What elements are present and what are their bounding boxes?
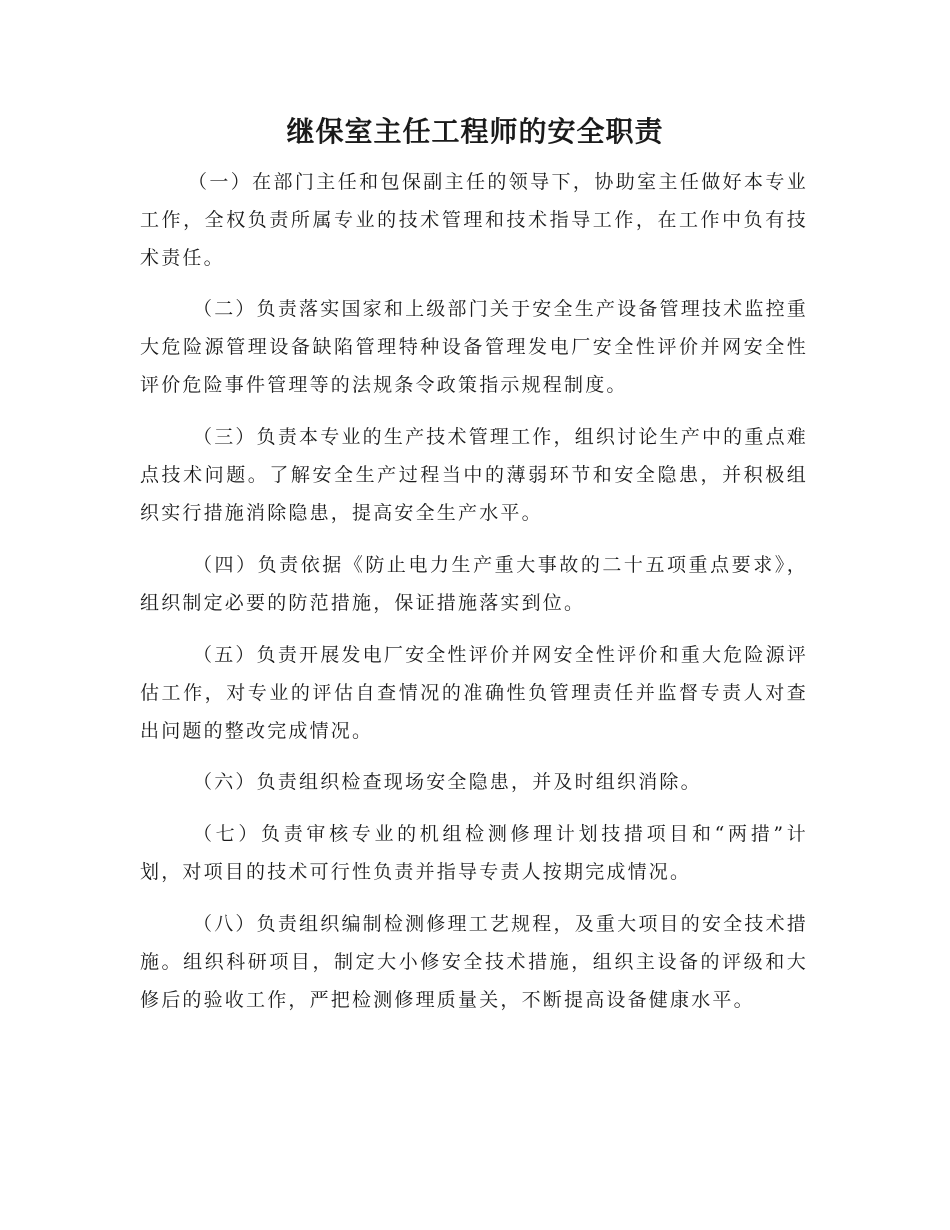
paragraph-1: （一）在部门主任和包保副主任的领导下，协助室主任做好本专业工作，全权负责所属专业的技术管理和技术指导工作，在工作中负有技术责任。 <box>140 171 808 269</box>
paragraph-4: （四）负责依据《防止电力生产重大事故的二十五项重点要求》，组织制定必要的防范措施，保证措施落实到位。 <box>140 554 808 614</box>
paragraph-3: （三）负责本专业的生产技术管理工作，组织讨论生产中的重点难点技术问题。了解安全生产过程当中的薄弱环节和安全隐患，并积极组织实行措施消除隐患，提高安全生产水平。 <box>140 426 808 524</box>
paragraph-6: （六）负责组织检查现场安全隐患，并及时组织消除。 <box>193 771 702 793</box>
paragraph-8: （八）负责组织编制检测修理工艺规程，及重大项目的安全技术措施。组织科研项目，制定大小修安全技术措施，组织主设备的评级和大修后的验收工作，严把检测修理质量关，不断提高设备健康水平。 <box>140 913 808 1011</box>
paragraph-2: （二）负责落实国家和上级部门关于安全生产设备管理技术监控重大危险源管理设备缺陷管理特种设备管理发电厂安全性评价并网安全性评价危险事件管理等的法规条令政策指示规程制度。 <box>140 298 808 396</box>
paragraph-7: （七）负责审核专业的机组检测修理计划技措项目和“两措”计划，对项目的技术可行性负责并指导专责人按期完成情况。 <box>140 823 808 883</box>
paragraph-5: （五）负责开展发电厂安全性评价并网安全性评价和重大危险源评估工作，对专业的评估自查情况的准确性负管理责任并监督专责人对查出问题的整改完成情况。 <box>140 644 808 742</box>
document-title: 继保室主任工程师的安全职责 <box>286 115 664 148</box>
